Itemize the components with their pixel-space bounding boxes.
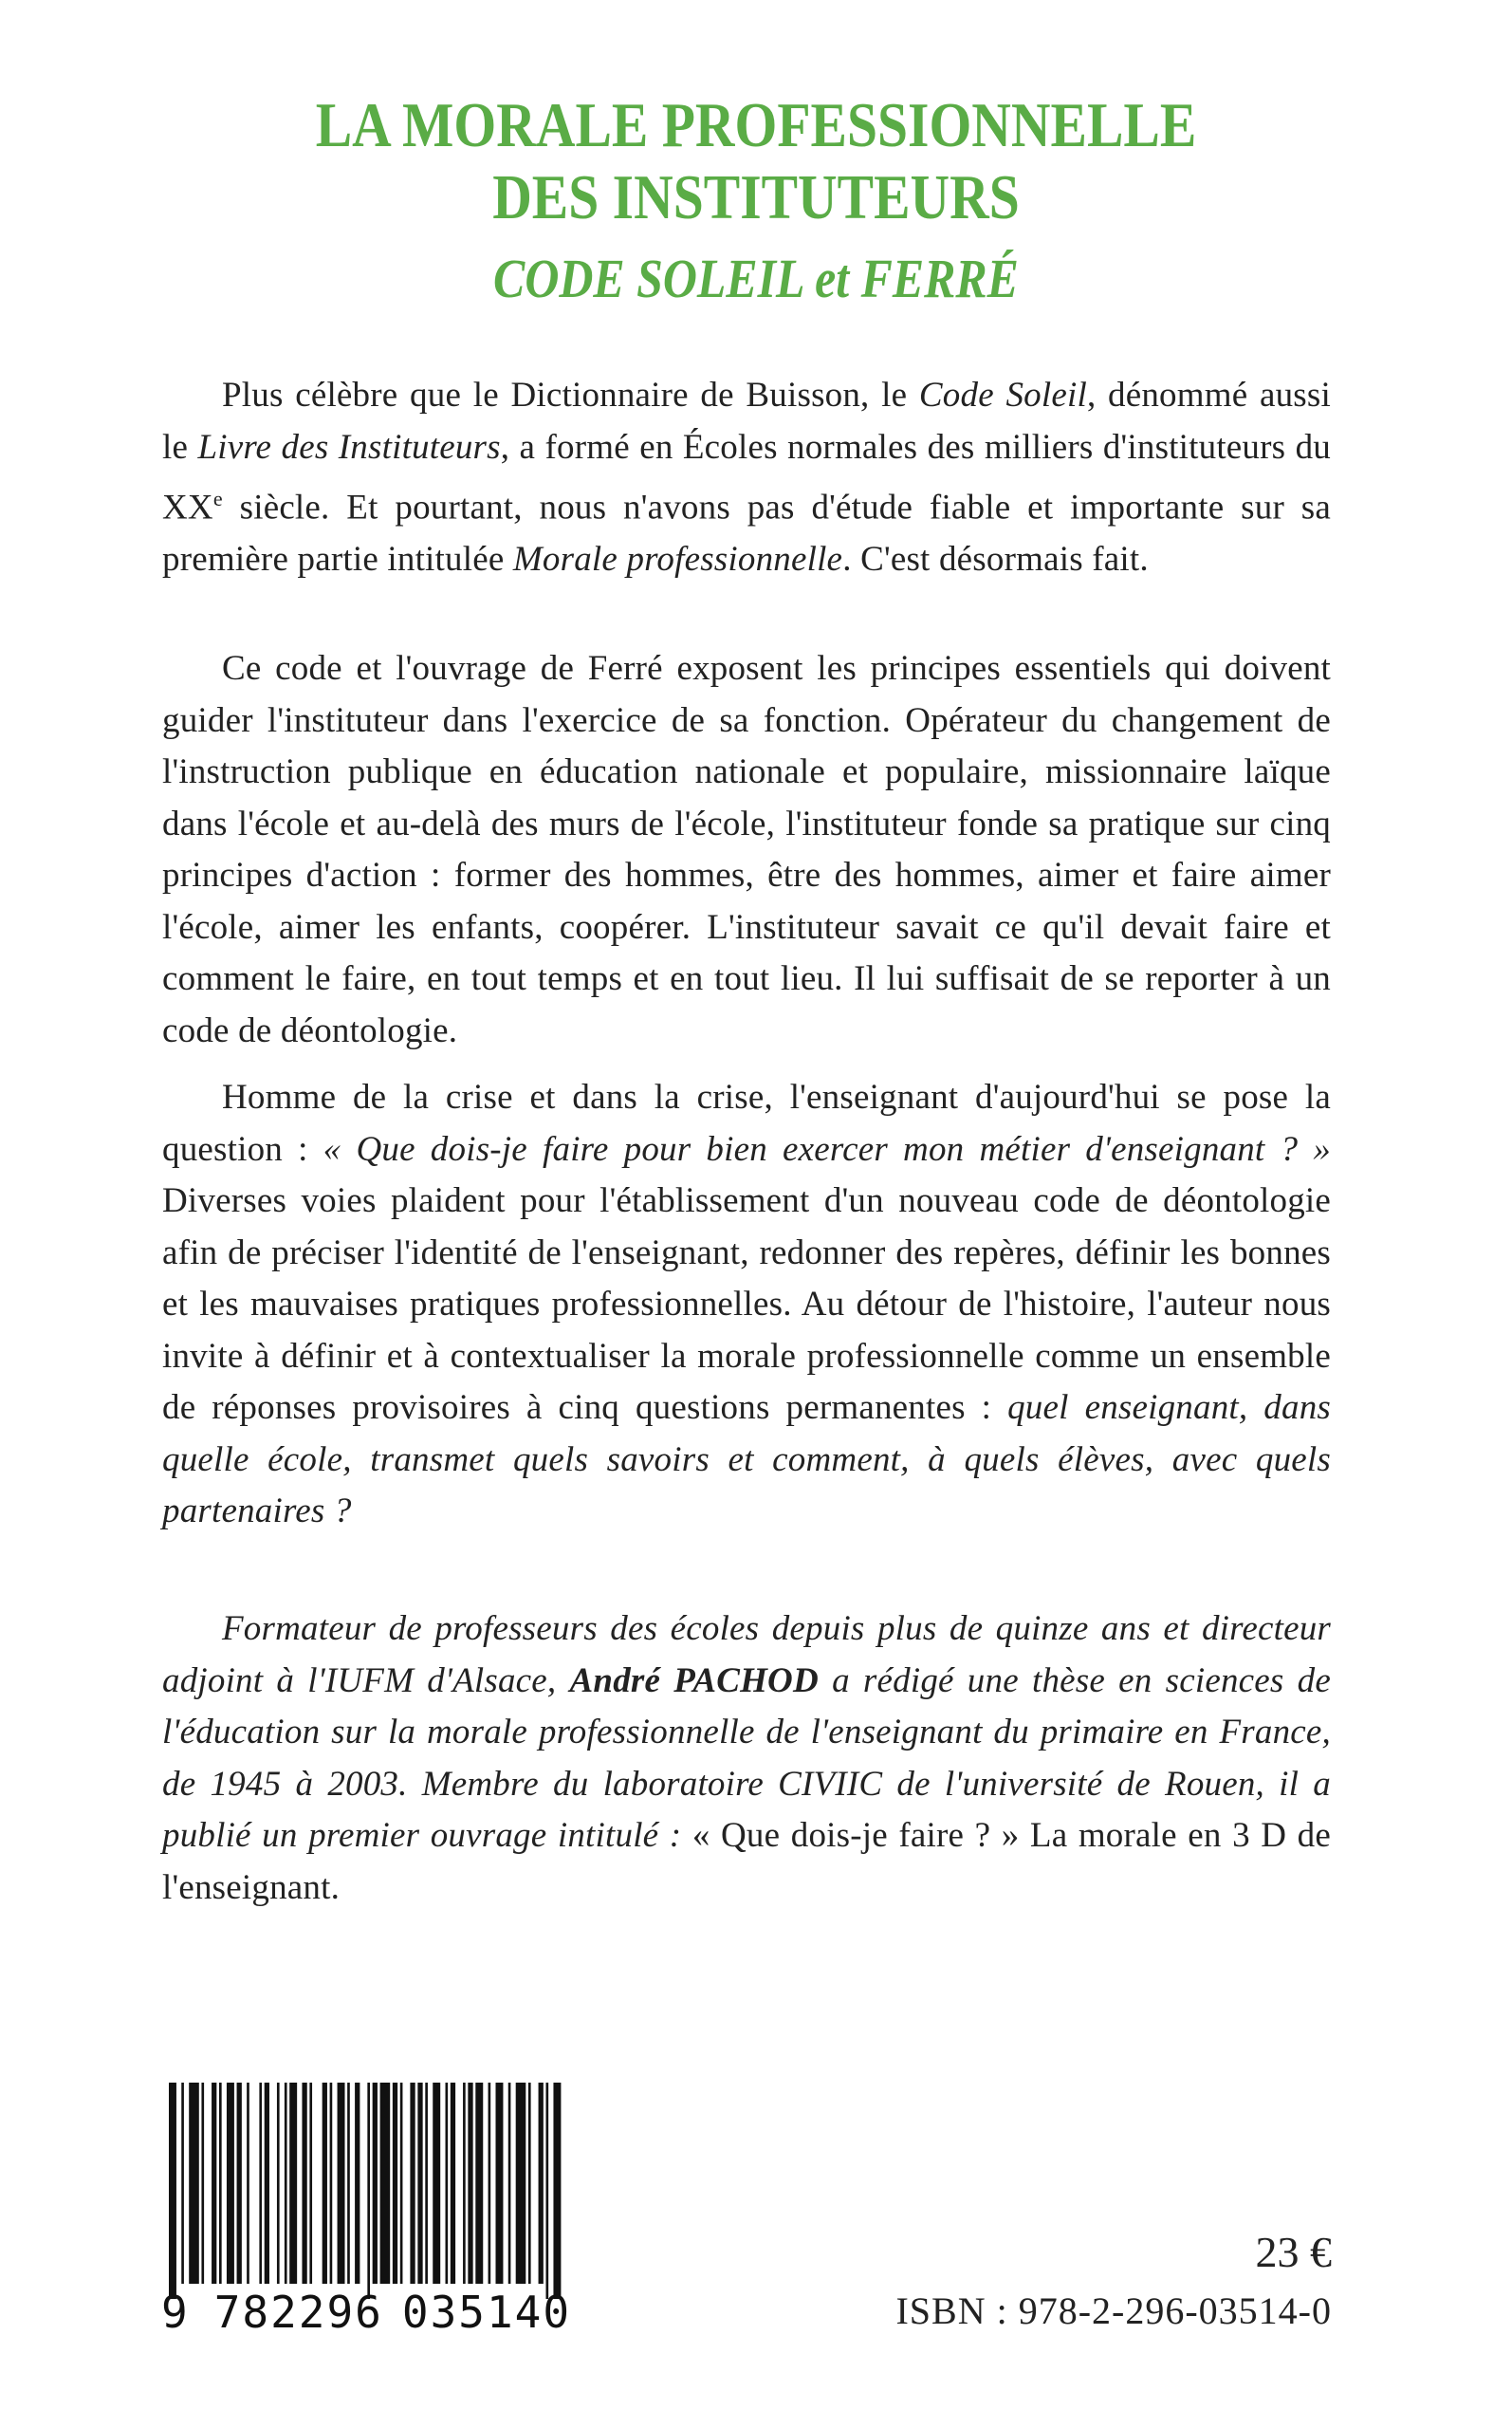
barcode-bar	[400, 2083, 403, 2284]
barcode-bar	[468, 2083, 472, 2284]
isbn: ISBN : 978-2-296-03514-0	[895, 2289, 1332, 2332]
p1-text-c: , dénommé aussi le	[162, 376, 1331, 467]
barcode-bar	[451, 2083, 455, 2284]
p3-question: « Que dois-je faire pour bien exercer mon métier d'enseignant ? »	[323, 1129, 1331, 1169]
title-line-1: LA MORALE PROFESSIONNELLE	[315, 90, 1197, 160]
p1-livre-instituteurs: Livre des Instituteurs	[197, 427, 501, 467]
barcode-bar	[508, 2083, 511, 2284]
barcode-bar	[338, 2083, 345, 2284]
barcode-bar	[219, 2083, 222, 2284]
barcode-digit-group-2: 035140	[401, 2287, 572, 2338]
barcode-bar	[355, 2083, 360, 2284]
barcode-bar	[489, 2083, 491, 2284]
p1-text-e: , a formé en Écoles normales des milliers d'instituteurs du XX	[162, 427, 1331, 528]
barcode-bar	[393, 2083, 397, 2284]
barcode-bar	[539, 2083, 544, 2284]
barcode-bar	[367, 2083, 370, 2299]
barcode-bar	[433, 2083, 440, 2284]
barcode-bar	[373, 2083, 378, 2284]
barcode-bar	[285, 2083, 287, 2284]
author-name: André PACHOD	[569, 1660, 819, 1700]
price: 23 €	[1255, 2228, 1332, 2276]
barcode-bar	[169, 2083, 176, 2299]
subtitle: CODE SOLEIL et FERRÉ	[493, 248, 1019, 309]
barcode-bar	[323, 2083, 327, 2284]
barcode-bar	[277, 2083, 280, 2284]
barcode-bar	[446, 2083, 449, 2284]
barcode-bar	[553, 2083, 561, 2299]
barcode-bar	[247, 2083, 249, 2284]
p1-text-h: . C'est désormais fait.	[842, 539, 1149, 579]
barcode-bar	[201, 2083, 204, 2284]
paragraph-author-bio	[162, 1603, 1331, 1914]
barcode-bar	[227, 2083, 234, 2284]
barcode-bar	[189, 2083, 199, 2284]
barcode-bar	[330, 2083, 333, 2284]
barcode-bar	[347, 2083, 350, 2284]
barcode-bar	[516, 2083, 526, 2284]
barcode-bar	[410, 2083, 415, 2284]
barcode-bar	[181, 2083, 184, 2284]
barcode-digit-group-1: 782296	[213, 2287, 383, 2338]
barcode-bar	[309, 2083, 312, 2284]
p4-book-title: « Que dois-je faire ? » La morale en 3 D de l'enseignant.	[162, 1816, 1331, 1907]
barcode-digit-lead: 9	[161, 2287, 190, 2338]
p1-code-soleil: Code Soleil	[918, 376, 1087, 415]
p4-text-b: a rédigé une thèse en sciences de l'éducation sur la morale professionnelle de l'enseignant du primaire en France, de 1945 à 2003. Membre du laboratoire CIVIIC de l'université de Rouen, il a publié un premier ouvrage intitulé :	[162, 1660, 1331, 1855]
p3-text-c: Diverses voies plaident pour l'établissement d'un nouveau code de déontologie afin de préciser l'identité de l'enseignant, redonner des repères, définir les bonnes et les mauvaises pratiques professionnelles. Au détour de l'histoire, l'auteur nous invite à définir et à contextualiser la morale professionnelle comme un ensemble de réponses provisoires à cinq questions permanentes :	[162, 1181, 1331, 1427]
barcode	[161, 2083, 562, 2301]
barcode-bar	[496, 2083, 504, 2284]
barcode-bar	[380, 2083, 391, 2284]
barcode-bar	[546, 2083, 549, 2299]
p3-questions-list: quel enseignant, dans quelle école, transmet quels savoirs et comment, à quels élèves, avec quels partenaires ?	[162, 1388, 1331, 1530]
p1-text-f: siècle. Et pourtant, nous n'avons pas d'étude fiable et importante sur sa première partie intitulée	[162, 488, 1331, 579]
p1-morale-professionnelle: Morale professionnelle	[512, 539, 843, 579]
barcode-digits	[161, 2287, 572, 2338]
barcode-bar	[237, 2083, 242, 2284]
barcode-bar	[425, 2083, 428, 2284]
paragraph-intro	[162, 370, 1331, 585]
paragraph-crisis	[162, 1072, 1331, 1538]
barcode-bar	[265, 2083, 269, 2284]
p1-superscript: e	[212, 487, 223, 510]
barcode-bar	[463, 2083, 466, 2284]
p4-text-a: Formateur de professeurs des écoles depuis plus de quinze ans et directeur adjoint à l'IUFM d'Alsace,	[162, 1609, 1331, 1700]
barcode-bar	[475, 2083, 483, 2284]
barcode-bar	[417, 2083, 422, 2284]
p3-text-a: Homme de la crise et dans la crise, l'enseignant d'aujourd'hui se pose la question :	[162, 1078, 1331, 1169]
barcode-bar	[528, 2083, 531, 2284]
paragraph-code: Ce code et l'ouvrage de Ferré exposent les principes essentiels qui doivent guider l'instituteur dans l'exercice de sa fonction. Opérateur du changement de l'instruction publique en éducation nationale et populaire, missionnaire laïque dans l'école et au-delà des murs de l'école, l'instituteur fonde sa pratique sur cinq principes d'action : former des hommes, être des hommes, aimer et faire aimer l'école, aimer les enfants, coopérer. L'instituteur savait ce qu'il devait faire et comment le faire, en tout temps et en tout lieu. Il lui suffisait de se reporter à un code de déontologie.	[162, 649, 1331, 1050]
barcode-bar	[212, 2083, 216, 2284]
barcode-bar	[289, 2083, 297, 2284]
p1-text-a: Plus célèbre que le Dictionnaire de Buisson, le	[222, 376, 919, 415]
title-line-2: DES INSTITUTEURS	[492, 162, 1020, 232]
barcode-bar	[302, 2083, 306, 2284]
barcode-bar	[259, 2083, 262, 2284]
